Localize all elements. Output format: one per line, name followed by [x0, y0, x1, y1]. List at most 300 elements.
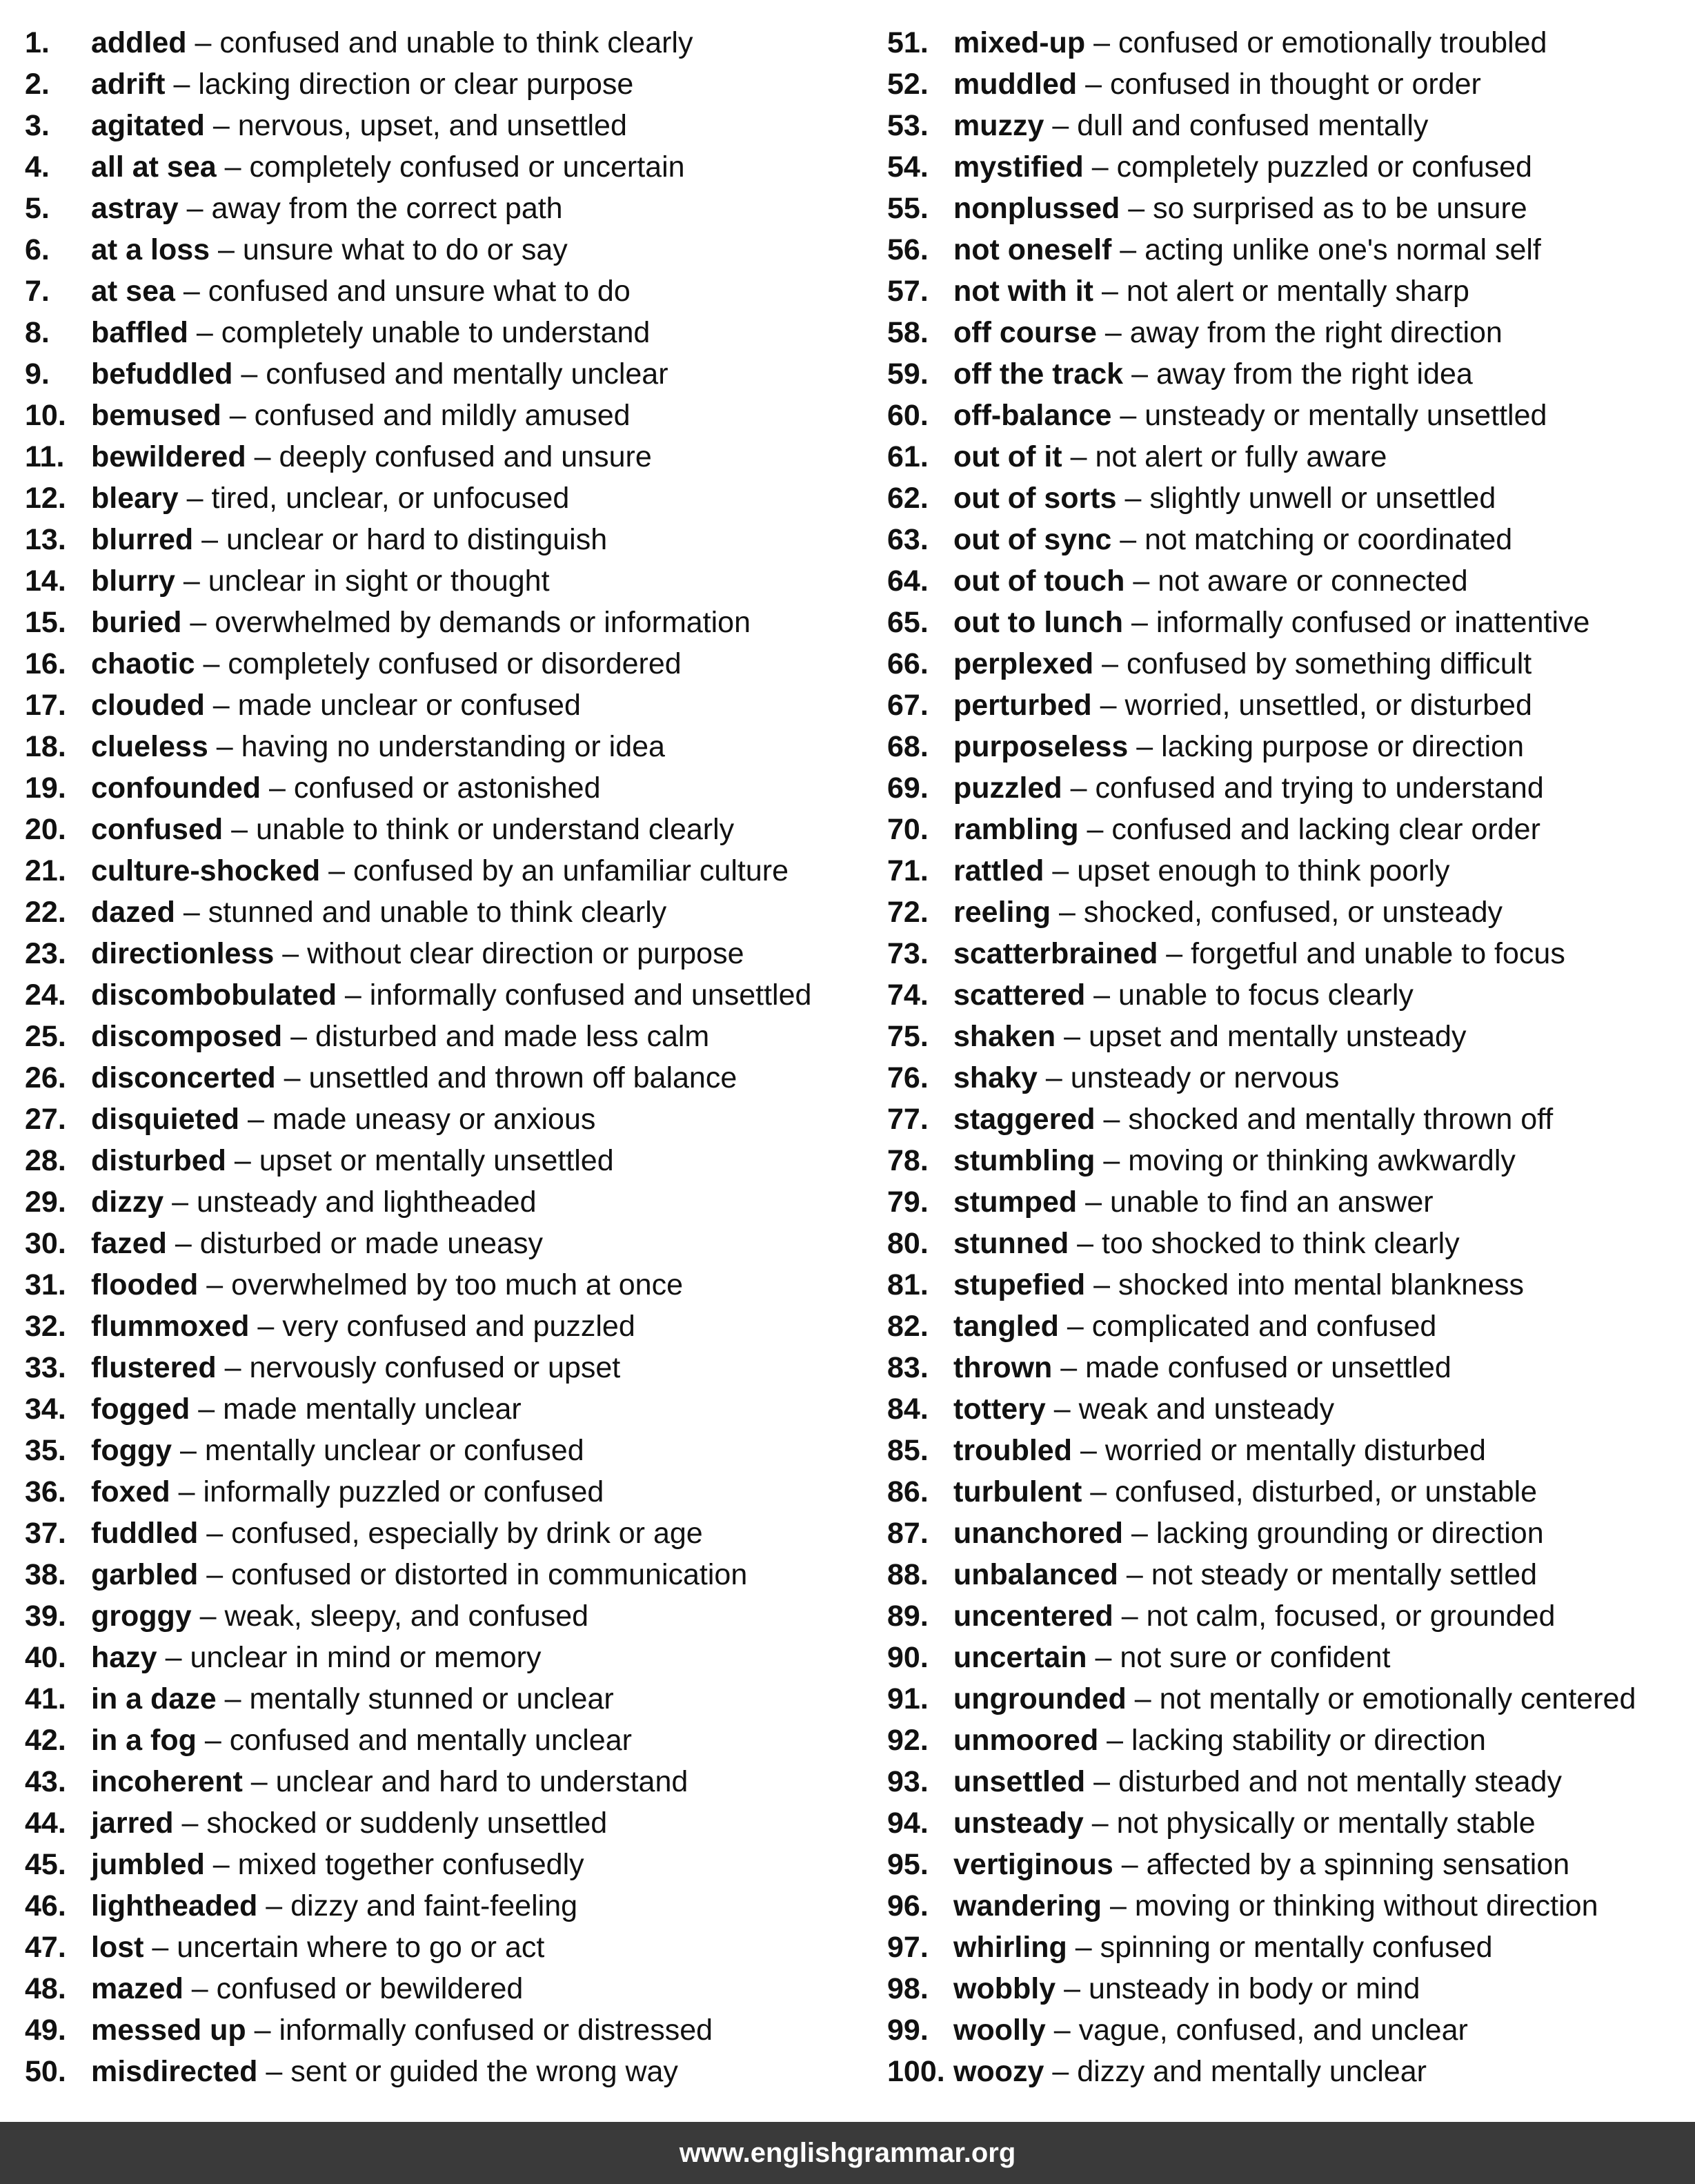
list-item [25, 643, 866, 685]
list-item [25, 1885, 866, 1927]
list-item [887, 974, 1687, 1016]
item-number: 40. [25, 1641, 66, 1674]
item-definition: without clear direction or purpose [307, 937, 744, 970]
item-definition: shocked into mental blankness [1118, 1268, 1524, 1301]
list-item [25, 1720, 866, 1761]
item-definition: worried, unsettled, or disturbed [1124, 689, 1532, 722]
item-number: 4. [25, 150, 50, 184]
item-word: out of touch [953, 564, 1125, 598]
item-definition: mentally stunned or unclear [249, 1682, 614, 1715]
list-item [887, 1471, 1687, 1513]
item-definition: lacking direction or clear purpose [198, 68, 634, 101]
item-dash: – [183, 275, 200, 308]
item-number: 92. [887, 1724, 929, 1757]
item-word: unsteady [953, 1807, 1084, 1840]
item-word: uncertain [953, 1641, 1087, 1674]
item-word: reeling [953, 896, 1051, 929]
item-definition: not physically or mentally stable [1116, 1807, 1536, 1840]
item-dash: – [1102, 647, 1119, 680]
item-word: uncentered [953, 1600, 1113, 1633]
item-number: 82. [887, 1310, 929, 1343]
item-number: 29. [25, 1186, 66, 1219]
list-item [25, 1844, 866, 1885]
list-item [25, 1057, 866, 1099]
item-definition: confused or distorted in communication [231, 1558, 748, 1591]
item-number: 13. [25, 523, 66, 556]
item-definition: completely unable to understand [221, 316, 651, 349]
item-word: in a fog [91, 1724, 197, 1757]
item-word: shaken [953, 1020, 1056, 1053]
item-dash: – [1052, 2055, 1069, 2088]
item-definition: worried or mentally disturbed [1104, 1434, 1486, 1467]
item-number: 76. [887, 1061, 929, 1094]
item-number: 56. [887, 233, 929, 266]
item-definition: confused by an unfamiliar culture [353, 854, 789, 887]
item-number: 5. [25, 192, 50, 225]
item-definition: not aware or connected [1158, 564, 1468, 598]
item-definition: made confused or unsettled [1085, 1351, 1451, 1384]
item-dash: – [1109, 1889, 1127, 1922]
item-definition: unable to focus clearly [1118, 978, 1414, 1012]
item-number: 59. [887, 357, 929, 391]
item-dash: – [1128, 192, 1145, 225]
item-definition: not calm, focused, or grounded [1146, 1600, 1556, 1633]
item-word: discombobulated [91, 978, 337, 1012]
list-item [25, 685, 866, 726]
item-word: adrift [91, 68, 166, 101]
list-item [25, 1637, 866, 1678]
item-definition: not sure or confident [1120, 1641, 1391, 1674]
list-item [887, 63, 1687, 105]
item-definition: forgetful and unable to focus [1191, 937, 1565, 970]
item-dash: – [212, 109, 230, 142]
item-word: unmoored [953, 1724, 1099, 1757]
item-number: 16. [25, 647, 66, 680]
item-definition: weak and unsteady [1078, 1393, 1335, 1426]
list-item [25, 1347, 866, 1388]
item-number: 91. [887, 1682, 929, 1715]
item-dash: – [1093, 978, 1111, 1012]
item-number: 12. [25, 482, 66, 515]
item-number: 36. [25, 1475, 66, 1508]
item-definition: completely puzzled or confused [1116, 150, 1532, 184]
list-item [887, 933, 1687, 974]
list-item [25, 892, 866, 933]
list-item [887, 1637, 1687, 1678]
item-definition: confused in thought or order [1110, 68, 1481, 101]
item-number: 96. [887, 1889, 929, 1922]
item-number: 78. [887, 1144, 929, 1177]
item-dash: – [180, 1434, 197, 1467]
list-item [887, 560, 1687, 602]
item-dash: – [1166, 937, 1183, 970]
item-number: 43. [25, 1765, 66, 1798]
item-word: unbalanced [953, 1558, 1118, 1591]
item-number: 53. [887, 109, 929, 142]
item-word: at sea [91, 275, 175, 308]
list-item [887, 105, 1687, 146]
item-number: 85. [887, 1434, 929, 1467]
item-number: 75. [887, 1020, 929, 1053]
item-dash: – [1120, 523, 1137, 556]
item-word: fuddled [91, 1517, 199, 1550]
item-word: staggered [953, 1103, 1096, 1136]
list-item [25, 1264, 866, 1306]
list-item [887, 1802, 1687, 1844]
item-definition: mixed together confusedly [237, 1848, 584, 1881]
item-definition: lacking grounding or direction [1156, 1517, 1544, 1550]
item-number: 71. [887, 854, 929, 887]
item-word: off course [953, 316, 1097, 349]
item-dash: – [1093, 1765, 1111, 1798]
item-definition: unsteady in body or mind [1088, 1972, 1420, 2005]
item-word: purposeless [953, 730, 1129, 763]
item-definition: tired, unclear, or unfocused [211, 482, 570, 515]
item-dash: – [1058, 896, 1076, 929]
item-definition: deeply confused and unsure [279, 440, 652, 473]
item-number: 63. [887, 523, 929, 556]
item-word: lost [91, 1931, 144, 1964]
list-item [25, 726, 866, 767]
item-number: 34. [25, 1393, 66, 1426]
item-definition: unclear in mind or memory [190, 1641, 542, 1674]
item-word: groggy [91, 1600, 192, 1633]
word-list-left [25, 22, 866, 2092]
item-dash: – [1136, 730, 1153, 763]
list-item [25, 809, 866, 850]
item-number: 52. [887, 68, 929, 101]
item-definition: upset and mentally unsteady [1089, 1020, 1467, 1053]
item-word: flustered [91, 1351, 217, 1384]
item-definition: confused, disturbed, or unstable [1115, 1475, 1538, 1508]
item-dash: – [152, 1931, 169, 1964]
item-definition: completely confused or uncertain [249, 150, 685, 184]
item-number: 47. [25, 1931, 66, 1964]
item-word: fogged [91, 1393, 190, 1426]
item-number: 57. [887, 275, 929, 308]
item-definition: unable to think or understand clearly [255, 813, 735, 846]
item-number: 7. [25, 275, 50, 308]
item-dash: – [186, 192, 204, 225]
item-number: 46. [25, 1889, 66, 1922]
list-item [25, 1306, 866, 1347]
item-definition: mentally unclear or confused [204, 1434, 584, 1467]
list-item [887, 519, 1687, 560]
list-item [25, 1430, 866, 1471]
list-item [25, 105, 866, 146]
item-number: 94. [887, 1807, 929, 1840]
item-number: 11. [25, 440, 65, 473]
list-item [887, 436, 1687, 478]
item-number: 65. [887, 606, 929, 639]
list-item [25, 1678, 866, 1720]
item-definition: nervously confused or upset [249, 1351, 621, 1384]
item-number: 55. [887, 192, 929, 225]
item-word: flooded [91, 1268, 199, 1301]
item-number: 77. [887, 1103, 929, 1136]
item-dash: – [1131, 606, 1148, 639]
item-dash: – [206, 1558, 224, 1591]
item-definition: disturbed and not mentally steady [1118, 1765, 1562, 1798]
list-item [25, 1802, 866, 1844]
item-dash: – [224, 150, 241, 184]
item-number: 100. [887, 2055, 945, 2088]
item-dash: – [1133, 564, 1150, 598]
item-number: 45. [25, 1848, 66, 1881]
item-dash: – [1070, 440, 1087, 473]
list-item [25, 146, 866, 188]
list-item [887, 643, 1687, 685]
item-definition: weak, sleepy, and confused [224, 1600, 589, 1633]
item-word: puzzled [953, 771, 1062, 805]
item-dash: – [234, 1144, 251, 1177]
item-word: out of sync [953, 523, 1112, 556]
list-item [887, 892, 1687, 933]
item-definition: away from the correct path [211, 192, 563, 225]
word-list-right [887, 22, 1687, 2092]
item-dash: – [266, 1889, 283, 1922]
item-number: 25. [25, 1020, 66, 1053]
item-definition: overwhelmed by demands or information [215, 606, 751, 639]
item-dash: – [212, 689, 230, 722]
item-word: rattled [953, 854, 1044, 887]
item-dash: – [206, 1517, 224, 1550]
item-number: 23. [25, 937, 66, 970]
item-definition: shocked and mentally thrown off [1128, 1103, 1554, 1136]
item-word: vertiginous [953, 1848, 1113, 1881]
item-number: 51. [887, 26, 929, 59]
item-word: discomposed [91, 1020, 283, 1053]
item-word: in a daze [91, 1682, 217, 1715]
item-definition: upset or mentally unsettled [259, 1144, 614, 1177]
item-number: 72. [887, 896, 929, 929]
item-number: 2. [25, 68, 50, 101]
item-dash: – [1091, 1807, 1109, 1840]
item-definition: affected by a spinning sensation [1146, 1848, 1570, 1881]
list-item [887, 809, 1687, 850]
item-word: troubled [953, 1434, 1072, 1467]
item-dash: – [183, 896, 200, 929]
item-dash: – [212, 1848, 230, 1881]
list-item [887, 1513, 1687, 1554]
item-dash: – [178, 1475, 195, 1508]
list-item [25, 1099, 866, 1140]
item-definition: unsteady or nervous [1070, 1061, 1340, 1094]
item-word: bemused [91, 399, 221, 432]
item-dash: – [195, 26, 212, 59]
list-item [25, 312, 866, 353]
item-word: perplexed [953, 647, 1094, 680]
item-definition: too shocked to think clearly [1102, 1227, 1460, 1260]
list-item [887, 1388, 1687, 1430]
item-word: wobbly [953, 1972, 1056, 2005]
item-number: 41. [25, 1682, 66, 1715]
list-item [25, 1554, 866, 1595]
item-definition: confused and trying to understand [1095, 771, 1544, 805]
item-definition: unsteady or mentally unsettled [1144, 399, 1547, 432]
item-word: wandering [953, 1889, 1102, 1922]
item-number: 37. [25, 1517, 66, 1550]
item-dash: – [201, 523, 219, 556]
item-definition: unclear or hard to distinguish [226, 523, 608, 556]
item-definition: nervous, upset, and unsettled [237, 109, 627, 142]
item-dash: – [1131, 1517, 1148, 1550]
item-word: not with it [953, 275, 1093, 308]
item-definition: very confused and puzzled [282, 1310, 635, 1343]
item-word: muddled [953, 68, 1078, 101]
item-dash: – [196, 316, 213, 349]
item-definition: confused and mildly amused [254, 399, 631, 432]
item-dash: – [1107, 1724, 1124, 1757]
item-word: buried [91, 606, 182, 639]
item-word: jumbled [91, 1848, 205, 1881]
item-dash: – [1053, 2014, 1071, 2047]
item-word: addled [91, 26, 187, 59]
item-number: 27. [25, 1103, 66, 1136]
item-word: bewildered [91, 440, 246, 473]
item-dash: – [1095, 1641, 1112, 1674]
item-dash: – [1093, 1268, 1111, 1301]
item-dash: – [254, 2014, 271, 2047]
item-dash: – [284, 1061, 301, 1094]
item-number: 61. [887, 440, 929, 473]
item-number: 69. [887, 771, 929, 805]
item-definition: unsettled and thrown off balance [308, 1061, 737, 1094]
item-definition: not mentally or emotionally centered [1159, 1682, 1636, 1715]
item-dash: – [1091, 150, 1109, 184]
item-word: not oneself [953, 233, 1112, 266]
item-dash: – [165, 1641, 182, 1674]
site-url: www.englishgrammar.org [679, 2138, 1016, 2168]
item-number: 33. [25, 1351, 66, 1384]
item-dash: – [1124, 482, 1142, 515]
item-number: 89. [887, 1600, 929, 1633]
item-dash: – [1103, 1144, 1120, 1177]
item-number: 64. [887, 564, 929, 598]
item-definition: informally confused or inattentive [1156, 606, 1590, 639]
item-dash: – [266, 2055, 283, 2088]
item-word: mazed [91, 1972, 184, 2005]
item-definition: upset enough to think poorly [1077, 854, 1450, 887]
item-word: out to lunch [953, 606, 1123, 639]
item-number: 54. [887, 150, 929, 184]
item-dash: – [181, 1807, 199, 1840]
item-definition: unsure what to do or say [242, 233, 568, 266]
item-definition: acting unlike one's normal self [1144, 233, 1541, 266]
item-number: 32. [25, 1310, 66, 1343]
item-number: 44. [25, 1807, 66, 1840]
item-word: disconcerted [91, 1061, 276, 1094]
item-number: 42. [25, 1724, 66, 1757]
item-dash: – [290, 1020, 308, 1053]
item-definition: slightly unwell or unsettled [1149, 482, 1496, 515]
item-word: out of it [953, 440, 1062, 473]
item-definition: moving or thinking without direction [1134, 1889, 1598, 1922]
item-definition: informally confused and unsettled [369, 978, 812, 1012]
item-number: 1. [25, 26, 50, 59]
item-number: 98. [887, 1972, 929, 2005]
list-item [25, 560, 866, 602]
list-item [25, 395, 866, 436]
item-dash: – [216, 730, 233, 763]
item-dash: – [344, 978, 361, 1012]
list-item [887, 1885, 1687, 1927]
item-definition: confused and lacking clear order [1111, 813, 1540, 846]
list-item [25, 1016, 866, 1057]
item-definition: made unclear or confused [237, 689, 581, 722]
item-number: 26. [25, 1061, 66, 1094]
item-number: 73. [887, 937, 929, 970]
item-dash: – [183, 564, 200, 598]
list-item [25, 1388, 866, 1430]
item-number: 10. [25, 399, 66, 432]
item-word: whirling [953, 1931, 1067, 1964]
list-item [887, 1430, 1687, 1471]
item-number: 70. [887, 813, 929, 846]
list-item [25, 519, 866, 560]
item-number: 83. [887, 1351, 929, 1384]
item-dash: – [1131, 357, 1148, 391]
item-definition: away from the right idea [1156, 357, 1473, 391]
list-item [25, 1471, 866, 1513]
item-definition: spinning or mentally confused [1100, 1931, 1493, 1964]
list-item [25, 767, 866, 809]
item-dash: – [1053, 1393, 1071, 1426]
item-definition: uncertain where to go or act [177, 1931, 545, 1964]
item-definition: confused and mentally unclear [229, 1724, 632, 1757]
list-item [25, 1181, 866, 1223]
list-item [887, 146, 1687, 188]
list-item [887, 1223, 1687, 1264]
item-definition: overwhelmed by too much at once [231, 1268, 683, 1301]
item-word: astray [91, 192, 179, 225]
item-definition: informally puzzled or confused [203, 1475, 604, 1508]
item-dash: – [1067, 1310, 1084, 1343]
item-word: shaky [953, 1061, 1038, 1094]
item-word: foggy [91, 1434, 172, 1467]
item-word: woozy [953, 2055, 1044, 2088]
item-definition: not alert or mentally sharp [1126, 275, 1469, 308]
item-dash: – [1064, 1972, 1080, 2005]
item-word: woolly [953, 2014, 1046, 2047]
item-definition: confused and unable to think clearly [219, 26, 693, 59]
item-definition: confused or bewildered [216, 1972, 524, 2005]
list-item [887, 767, 1687, 809]
item-definition: sent or guided the wrong way [290, 2055, 678, 2088]
item-definition: having no understanding or idea [241, 730, 665, 763]
item-number: 67. [887, 689, 929, 722]
list-item [25, 602, 866, 643]
list-item [887, 1264, 1687, 1306]
list-item [887, 1678, 1687, 1720]
item-word: clueless [91, 730, 208, 763]
item-word: mixed-up [953, 26, 1086, 59]
list-item [887, 1140, 1687, 1181]
item-number: 49. [25, 2014, 66, 2047]
item-word: muzzy [953, 109, 1044, 142]
item-dash: – [241, 357, 258, 391]
item-word: baffled [91, 316, 188, 349]
item-dash: – [229, 399, 246, 432]
item-number: 95. [887, 1848, 929, 1881]
item-number: 86. [887, 1475, 929, 1508]
item-word: culture-shocked [91, 854, 321, 887]
item-word: confounded [91, 771, 261, 805]
list-item [887, 395, 1687, 436]
item-definition: unable to find an answer [1110, 1186, 1434, 1219]
item-number: 28. [25, 1144, 66, 1177]
item-dash: – [1103, 1103, 1120, 1136]
